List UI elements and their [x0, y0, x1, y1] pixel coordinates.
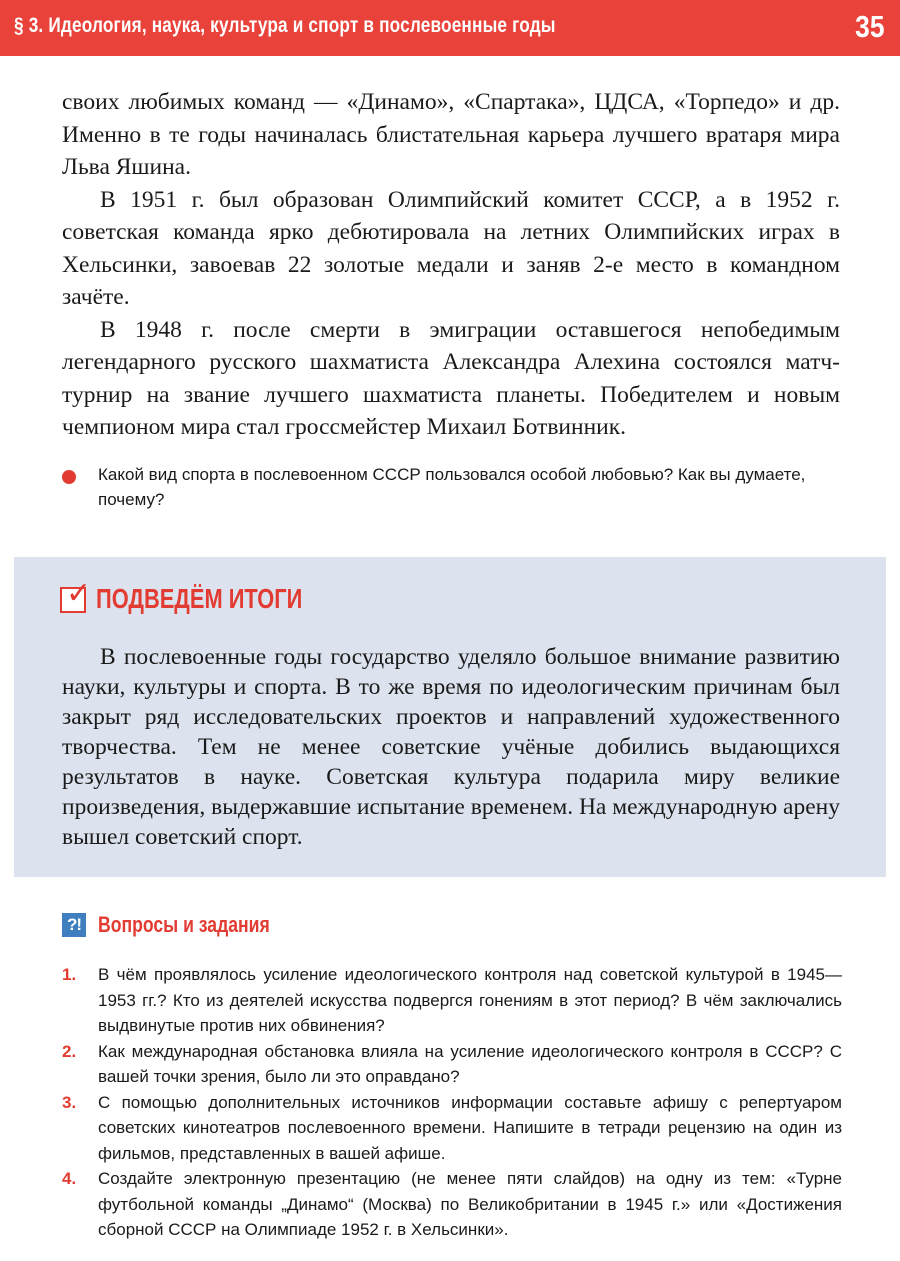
- question-exclamation-icon: ?!: [62, 913, 86, 937]
- task-item: [62, 962, 842, 1039]
- summary-text: [62, 642, 840, 852]
- task-list: [62, 962, 842, 1243]
- checkbox-icon: [60, 577, 92, 613]
- task-item: [62, 1090, 842, 1167]
- task-text: Как международная обстановка влияла на усиление идеологического контроля в СССР? С вашей точки зрения, было ли это оправдано?: [98, 1041, 842, 1086]
- task-item: [62, 1166, 842, 1243]
- summary-title: ПОДВЕДЁМ ИТОГИ: [96, 583, 303, 614]
- task-number: 4.: [62, 1169, 77, 1188]
- task-text: С помощью дополнительных источников информации составьте афишу с репертуаром советских кинотеатров послевоенного времени. Напишите в тетради рецензию на один из фильмов, представленных в вашей афише.: [98, 1092, 842, 1163]
- task-text: В чём проявлялось усиление идеологического контроля над советской культурой в 1945—1953 гг.? Кто из деятелей искусства подвергся гонениям в этот период? В чём заключались выдвинутые против них обвинения?: [98, 965, 842, 1035]
- task-item: [62, 1039, 842, 1090]
- task-number: 1.: [62, 965, 77, 984]
- task-number: 3.: [62, 1092, 77, 1112]
- checkmark-icon: ✓: [66, 577, 92, 610]
- summary-paragraph: В послевоенные годы государство уделяло большое внимание развитию науки, культуры и спорта. В то же время по идеологическим причинам был закрыт ряд исследовательских проектов и направлений художественного творчества. Тем не менее советские учёные добились выдающихся результатов в науке. Советская культура подарила миру великие произведения, выдержавшие испытание временем. На международную арену вышел советский спорт.: [62, 644, 840, 850]
- red-bullet-icon: [62, 470, 76, 484]
- paragraph-1: своих любимых команд — «Динамо», «Спартака», ЦДСА, «Торпедо» и др. Именно в те годы начиналась блистательная карьера лучшего вратаря мира Льва Яшина.: [62, 89, 840, 180]
- question-text: Какой вид спорта в послевоенном СССР пользовался особой любовью? Как вы думаете, почему?: [98, 465, 806, 509]
- task-text: Создайте электронную презентацию (не менее пяти слайдов) на одну из тем: «Турне футбольной команды „Динамо“ (Москва) по Великобритании в 1945 г.» или «Достижения сборной СССР на Олимпиаде 1952 г. в Хельсинки».: [98, 1169, 842, 1239]
- questions-title: Вопросы и задания: [98, 912, 270, 937]
- paragraph-3: В 1948 г. после смерти в эмиграции оставшегося непобедимым легендарного русского шахматиста Александра Алехина состоялся матч-турнир на звание лучшего шахматиста планеты. Победителем и новым чемпионом мира стал гроссмейстер Михаил Ботвинник.: [62, 316, 840, 440]
- task-number: 2.: [62, 1041, 77, 1061]
- paragraph-2: В 1951 г. был образован Олимпийский комитет СССР, а в 1952 г. советская команда ярко дебютировала на летних Олимпийских играх в Хельсинки, завоевав 22 золотые медали и заняв 2-е место в командном зачёте.: [62, 186, 840, 310]
- body-text: [62, 86, 840, 444]
- summary-box: [14, 557, 886, 877]
- page-header: [0, 0, 900, 56]
- section-title: § 3. Идеология, наука, культура и спорт в послевоенные годы: [14, 14, 556, 37]
- discussion-question: [62, 462, 842, 512]
- page-number: 35: [854, 9, 884, 44]
